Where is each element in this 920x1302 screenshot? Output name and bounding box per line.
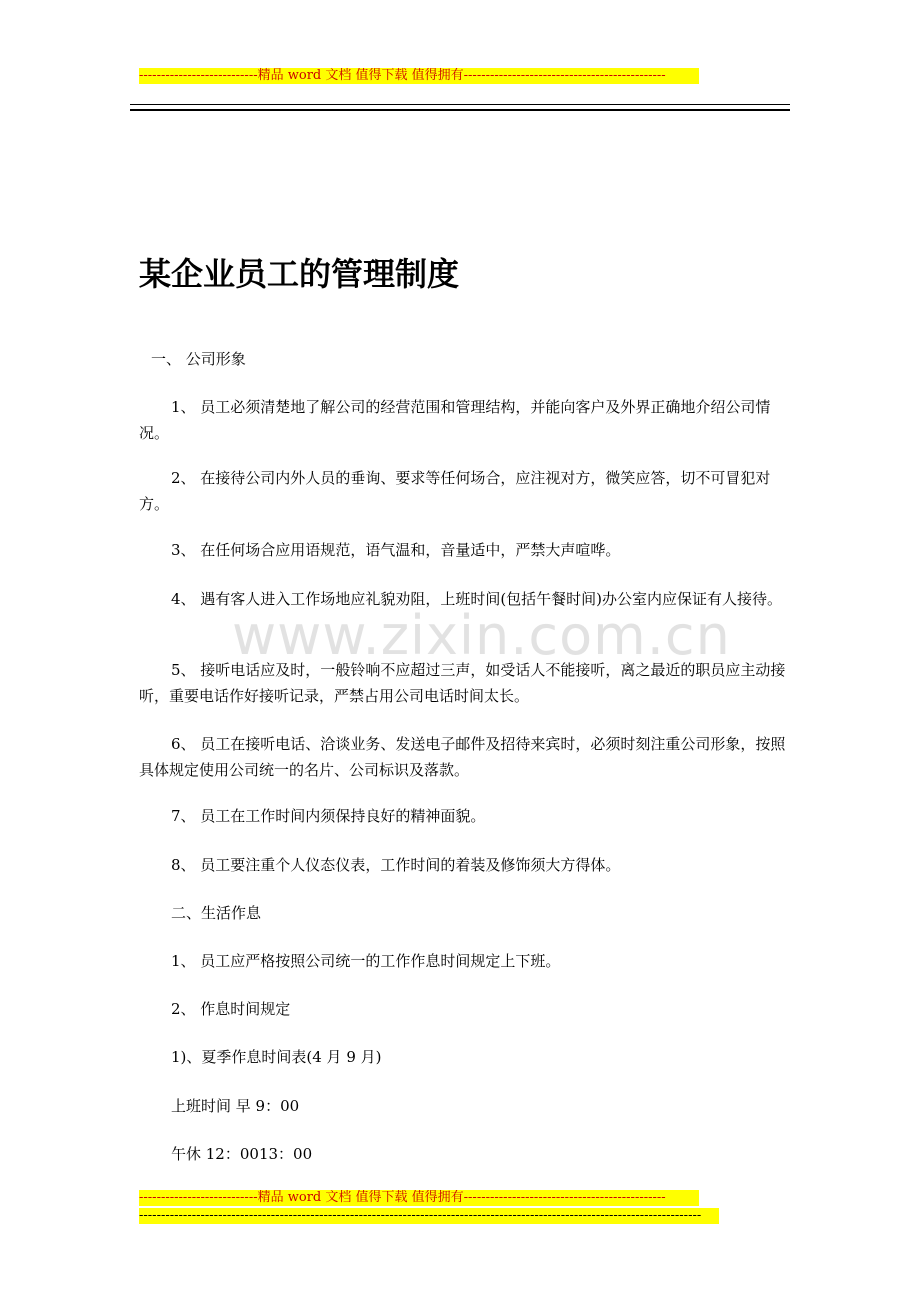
section1-item-5: 5、 接听电话应及时，一般铃响不应超过三声，如受话人不能接听，离之最近的职员应主动接听，重要电话作好接听记录，严禁占用公司电话时间太长。 [139, 661, 786, 705]
section1-item-1: 1、 员工必须清楚地了解公司的经营范围和管理结构，并能向客户及外界正确地介绍公司情况。 [139, 398, 771, 442]
section2-item-2: 2、 作息时间规定 [171, 1000, 291, 1018]
banner-dashes-right: ---------------------------------------------- [463, 68, 666, 83]
section2-item-4: 上班时间 早 9：00 [171, 1097, 300, 1115]
section-heading-1: 一、 公司形象 [151, 350, 246, 368]
footer-dashes-right: ---------------------------------------------- [463, 1190, 666, 1205]
section1-item-8: 8、 员工要注重个人仪态仪表，工作时间的着装及修饰须大方得体。 [171, 856, 621, 874]
document-title: 某企业员工的管理制度 [139, 255, 460, 293]
section1-item-7: 7、 员工在工作时间内须保持良好的精神面貌。 [171, 807, 486, 825]
header-double-rule [130, 104, 790, 111]
section1-item-3: 3、 在任何场合应用语规范，语气温和，音量适中，严禁大声喧哗。 [171, 541, 621, 559]
watermark: www.zixin.com.cn [232, 604, 731, 667]
footer-banner-label: 精品 word 文档 值得下载 值得拥有 [257, 1190, 464, 1205]
footer-banner [139, 1190, 699, 1206]
section1-item-4: 4、 遇有客人进入工作场地应礼貌劝阻，上班时间(包括午餐时间)办公室内应保证有人接待。 [171, 590, 783, 608]
section1-item-2: 2、 在接待公司内外人员的垂询、要求等任何场合，应注视对方，微笑应答，切不可冒犯对方。 [139, 469, 771, 513]
section2-item-1: 1、 员工应严格按照公司统一的工作作息时间规定上下班。 [171, 952, 561, 970]
banner-label: 精品 word 文档 值得下载 值得拥有 [257, 68, 464, 83]
section2-item-3: 1)、夏季作息时间表(4 月 9 月) [171, 1048, 382, 1066]
section2-item-5: 午休 12：0013：00 [171, 1145, 313, 1163]
footer-dash-line [139, 1208, 719, 1224]
footer-dashes-left: --------------------------- [139, 1190, 258, 1205]
footer-dashes-full: -------------------------------------------------------------------------------------------------------------------------------- [139, 1208, 702, 1223]
banner-dashes-left: --------------------------- [139, 68, 258, 83]
section1-item-6: 6、 员工在接听电话、洽谈业务、发送电子邮件及招待来宾时，必须时刻注重公司形象，按照具体规定使用公司统一的名片、公司标识及落款。 [139, 735, 786, 779]
section-heading-2: 二、生活作息 [171, 904, 262, 922]
header-banner [139, 68, 699, 84]
